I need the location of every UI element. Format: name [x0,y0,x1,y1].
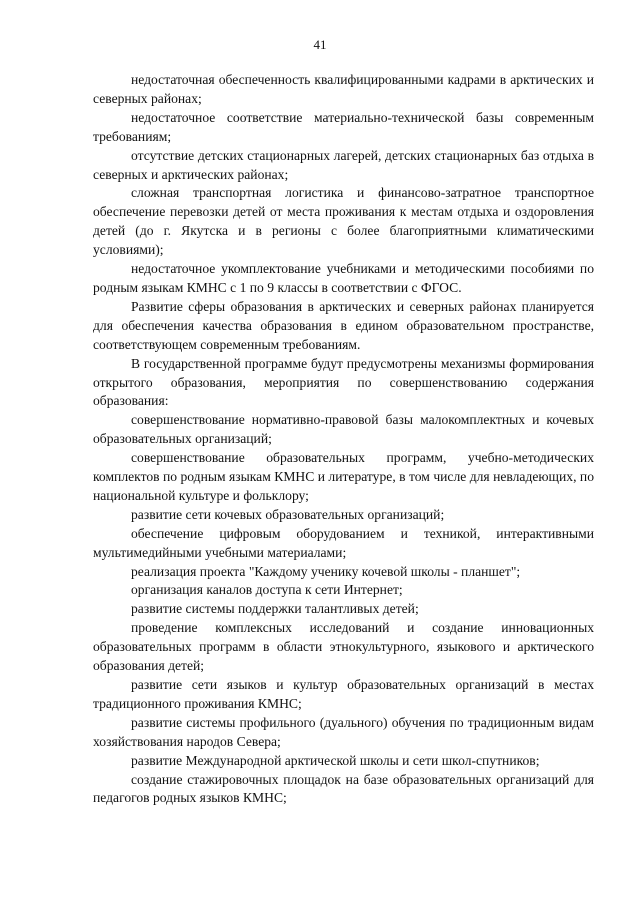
paragraph: проведение комплексных исследований и создание инновационных образовательных программ в области этнокультурного, языкового и арктического образования детей; [93,620,594,674]
paragraph: недостаточная обеспеченность квалифицированными кадрами в арктических и северных районах; [93,72,594,106]
paragraph: недостаточное соответствие материально-технической базы современным требованиям; [93,109,594,144]
paragraph: отсутствие детских стационарных лагерей, детских стационарных баз отдыха в северных и арктических районах; [93,147,594,182]
paragraph: развитие системы поддержки талантливых детей; [131,601,419,617]
paragraph: В государственной программе будут предусмотрены механизмы формирования открытого образования, мероприятия по совершенствованию содержания образования: [93,355,594,409]
paragraph: недостаточное укомплектование учебниками и методическими пособиями по родным языкам КМНС с 1 по 9 классы в соответствии с ФГОС. [93,261,594,295]
paragraph: сложная транспортная логистика и финансово-затратное транспортное обеспечение перевозки детей от места проживания к местам отдыха и оздоровления детей (до г. Якутска и в регионы с более благоприятными климатическими условиями); [93,185,594,258]
paragraph: развитие сети кочевых образовательных организаций; [131,506,445,522]
paragraph: обеспечение цифровым оборудованием и техникой, интерактивными мультимедийными учебными материалами; [93,525,594,560]
paragraph: совершенствование образовательных программ, учебно-методических комплектов по родным языкам КМНС и литературе, в том числе для невладеющих, по национальной культуре и фольклору; [93,450,594,503]
paragraph: создание стажировочных площадок на базе образовательных организаций для педагогов родных языков КМНС; [93,771,594,806]
paragraph: развитие системы профильного (дуального) обучения по традиционным видам хозяйствования народов Севера; [93,714,594,749]
paragraph: реализация проекта "Каждому ученику кочевой школы - планшет"; [131,563,521,579]
paragraph: совершенствование нормативно-правовой базы малокомплектных и кочевых образовательных организаций; [93,412,594,447]
page-number: 41 [313,37,327,52]
body-text [93,71,594,808]
paragraph: Развитие сферы образования в арктических и северных районах планируется для обеспечения качества образования в едином образовательном пространстве, соответствующем современным требованиям. [93,298,594,352]
paragraph: организация каналов доступа к сети Интернет; [131,582,403,598]
paragraph: развитие сети языков и культур образовательных организаций в местах традиционного проживания КМНС; [93,677,594,711]
paragraph: развитие Международной арктической школы и сети школ-спутников; [131,752,540,768]
